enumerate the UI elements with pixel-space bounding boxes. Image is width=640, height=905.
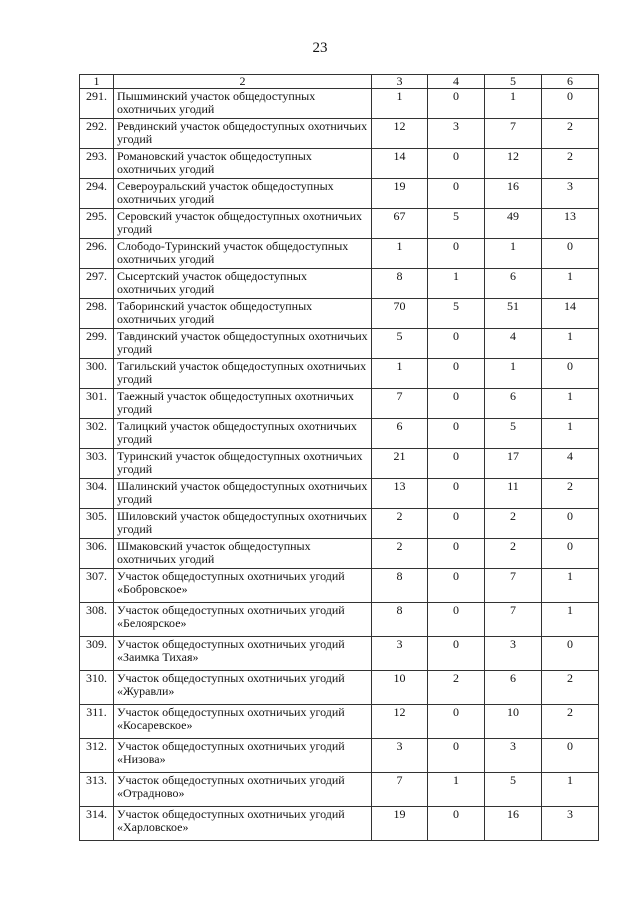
table-row [80, 739, 599, 773]
col6-value: 14 [542, 299, 599, 329]
ground-name: Тавдинский участок общедоступных охотничьих угодий [114, 329, 372, 359]
hunting-grounds-table [79, 74, 599, 841]
col6-value: 4 [542, 449, 599, 479]
col4-value: 0 [428, 637, 485, 671]
table-row [80, 603, 599, 637]
col3-value: 5 [372, 329, 428, 359]
col6-value: 0 [542, 739, 599, 773]
ground-name: Участок общедоступных охотничьих угодий «Косаревское» [114, 705, 372, 739]
row-number: 306. [80, 539, 114, 569]
col4-value: 0 [428, 389, 485, 419]
col5-value: 1 [485, 239, 542, 269]
table-row [80, 705, 599, 739]
col3-value: 8 [372, 269, 428, 299]
table-row [80, 179, 599, 209]
col6-value: 3 [542, 179, 599, 209]
ground-name: Шалинский участок общедоступных охотничьих угодий [114, 479, 372, 509]
col6-value: 2 [542, 705, 599, 739]
table-row [80, 119, 599, 149]
table-row [80, 773, 599, 807]
col4-value: 0 [428, 807, 485, 841]
col6-value: 2 [542, 671, 599, 705]
col5-value: 7 [485, 603, 542, 637]
row-number: 292. [80, 119, 114, 149]
row-number: 293. [80, 149, 114, 179]
col5-value: 5 [485, 773, 542, 807]
ground-name: Пышминский участок общедоступных охотничьих угодий [114, 89, 372, 119]
col3-value: 2 [372, 539, 428, 569]
col5-value: 1 [485, 359, 542, 389]
row-number: 294. [80, 179, 114, 209]
col5-value: 1 [485, 89, 542, 119]
column-header: 4 [428, 75, 485, 89]
ground-name: Участок общедоступных охотничьих угодий «Отрадново» [114, 773, 372, 807]
table-row [80, 269, 599, 299]
col4-value: 0 [428, 739, 485, 773]
col3-value: 70 [372, 299, 428, 329]
col4-value: 0 [428, 479, 485, 509]
col6-value: 1 [542, 269, 599, 299]
col3-value: 7 [372, 389, 428, 419]
col6-value: 2 [542, 119, 599, 149]
row-number: 309. [80, 637, 114, 671]
col3-value: 10 [372, 671, 428, 705]
col4-value: 0 [428, 179, 485, 209]
col4-value: 0 [428, 149, 485, 179]
column-header: 6 [542, 75, 599, 89]
col5-value: 6 [485, 671, 542, 705]
ground-name: Шмаковский участок общедоступных охотничьих угодий [114, 539, 372, 569]
ground-name: Серовский участок общедоступных охотничьих угодий [114, 209, 372, 239]
table-row [80, 89, 599, 119]
col6-value: 0 [542, 637, 599, 671]
page-number: 23 [312, 40, 328, 56]
ground-name: Таежный участок общедоступных охотничьих угодий [114, 389, 372, 419]
row-number: 304. [80, 479, 114, 509]
table-row [80, 671, 599, 705]
table-row [80, 299, 599, 329]
row-number: 308. [80, 603, 114, 637]
col5-value: 16 [485, 179, 542, 209]
row-number: 311. [80, 705, 114, 739]
col5-value: 3 [485, 637, 542, 671]
col6-value: 1 [542, 419, 599, 449]
col3-value: 21 [372, 449, 428, 479]
col6-value: 3 [542, 807, 599, 841]
col3-value: 7 [372, 773, 428, 807]
col4-value: 0 [428, 603, 485, 637]
col4-value: 5 [428, 299, 485, 329]
table-row [80, 807, 599, 841]
ground-name: Тагильский участок общедоступных охотничьих угодий [114, 359, 372, 389]
col4-value: 1 [428, 773, 485, 807]
col3-value: 12 [372, 705, 428, 739]
col5-value: 2 [485, 539, 542, 569]
col4-value: 0 [428, 419, 485, 449]
col5-value: 7 [485, 569, 542, 603]
column-header: 3 [372, 75, 428, 89]
row-number: 301. [80, 389, 114, 419]
column-header: 1 [80, 75, 114, 89]
col6-value: 0 [542, 239, 599, 269]
col4-value: 5 [428, 209, 485, 239]
col3-value: 2 [372, 509, 428, 539]
col6-value: 1 [542, 569, 599, 603]
ground-name: Участок общедоступных охотничьих угодий «Бобровское» [114, 569, 372, 603]
table-header-row [80, 75, 599, 89]
table-body [80, 89, 599, 841]
col6-value: 2 [542, 149, 599, 179]
table-row [80, 479, 599, 509]
ground-name: Ревдинский участок общедоступных охотничьих угодий [114, 119, 372, 149]
ground-name: Таборинский участок общедоступных охотничьих угодий [114, 299, 372, 329]
row-number: 300. [80, 359, 114, 389]
col4-value: 0 [428, 569, 485, 603]
col3-value: 13 [372, 479, 428, 509]
ground-name: Североуральский участок общедоступных охотничьих угодий [114, 179, 372, 209]
table-row [80, 149, 599, 179]
col3-value: 1 [372, 359, 428, 389]
col4-value: 0 [428, 705, 485, 739]
col5-value: 10 [485, 705, 542, 739]
col6-value: 1 [542, 329, 599, 359]
ground-name: Участок общедоступных охотничьих угодий «Заимка Тихая» [114, 637, 372, 671]
row-number: 297. [80, 269, 114, 299]
col6-value: 13 [542, 209, 599, 239]
table-row [80, 419, 599, 449]
ground-name: Романовский участок общедоступных охотничьих угодий [114, 149, 372, 179]
row-number: 295. [80, 209, 114, 239]
col6-value: 0 [542, 509, 599, 539]
table-row [80, 539, 599, 569]
col6-value: 0 [542, 539, 599, 569]
col3-value: 3 [372, 739, 428, 773]
col4-value: 0 [428, 449, 485, 479]
col6-value: 0 [542, 359, 599, 389]
ground-name: Участок общедоступных охотничьих угодий «Харловское» [114, 807, 372, 841]
row-number: 302. [80, 419, 114, 449]
col5-value: 6 [485, 389, 542, 419]
col4-value: 1 [428, 269, 485, 299]
col5-value: 17 [485, 449, 542, 479]
col6-value: 1 [542, 603, 599, 637]
table-row [80, 209, 599, 239]
row-number: 296. [80, 239, 114, 269]
col3-value: 1 [372, 89, 428, 119]
col3-value: 1 [372, 239, 428, 269]
col6-value: 1 [542, 389, 599, 419]
col5-value: 49 [485, 209, 542, 239]
ground-name: Талицкий участок общедоступных охотничьих угодий [114, 419, 372, 449]
row-number: 298. [80, 299, 114, 329]
row-number: 312. [80, 739, 114, 773]
col4-value: 0 [428, 89, 485, 119]
table-row [80, 239, 599, 269]
row-number: 303. [80, 449, 114, 479]
col4-value: 0 [428, 329, 485, 359]
col3-value: 14 [372, 149, 428, 179]
row-number: 291. [80, 89, 114, 119]
col4-value: 0 [428, 239, 485, 269]
col5-value: 3 [485, 739, 542, 773]
row-number: 314. [80, 807, 114, 841]
col5-value: 4 [485, 329, 542, 359]
col5-value: 16 [485, 807, 542, 841]
col3-value: 8 [372, 603, 428, 637]
col6-value: 2 [542, 479, 599, 509]
table-row [80, 359, 599, 389]
col3-value: 8 [372, 569, 428, 603]
col5-value: 51 [485, 299, 542, 329]
col5-value: 6 [485, 269, 542, 299]
table-row [80, 569, 599, 603]
col4-value: 0 [428, 509, 485, 539]
col4-value: 0 [428, 539, 485, 569]
row-number: 313. [80, 773, 114, 807]
col4-value: 3 [428, 119, 485, 149]
table-row [80, 637, 599, 671]
col4-value: 0 [428, 359, 485, 389]
table-row [80, 449, 599, 479]
ground-name: Сысертский участок общедоступных охотничьих угодий [114, 269, 372, 299]
col6-value: 0 [542, 89, 599, 119]
col6-value: 1 [542, 773, 599, 807]
ground-name: Участок общедоступных охотничьих угодий «Белоярское» [114, 603, 372, 637]
ground-name: Участок общедоступных охотничьих угодий «Журавли» [114, 671, 372, 705]
col3-value: 19 [372, 179, 428, 209]
ground-name: Туринский участок общедоступных охотничьих угодий [114, 449, 372, 479]
col3-value: 6 [372, 419, 428, 449]
ground-name: Шиловский участок общедоступных охотничьих угодий [114, 509, 372, 539]
col3-value: 12 [372, 119, 428, 149]
col3-value: 67 [372, 209, 428, 239]
row-number: 307. [80, 569, 114, 603]
ground-name: Участок общедоступных охотничьих угодий «Низова» [114, 739, 372, 773]
col5-value: 12 [485, 149, 542, 179]
col5-value: 11 [485, 479, 542, 509]
col3-value: 3 [372, 637, 428, 671]
col3-value: 19 [372, 807, 428, 841]
col5-value: 5 [485, 419, 542, 449]
row-number: 299. [80, 329, 114, 359]
table-row [80, 329, 599, 359]
col5-value: 7 [485, 119, 542, 149]
table-row [80, 389, 599, 419]
col5-value: 2 [485, 509, 542, 539]
column-header: 5 [485, 75, 542, 89]
col4-value: 2 [428, 671, 485, 705]
row-number: 305. [80, 509, 114, 539]
column-header: 2 [114, 75, 372, 89]
table-row [80, 509, 599, 539]
row-number: 310. [80, 671, 114, 705]
ground-name: Слободо-Туринский участок общедоступных охотничьих угодий [114, 239, 372, 269]
